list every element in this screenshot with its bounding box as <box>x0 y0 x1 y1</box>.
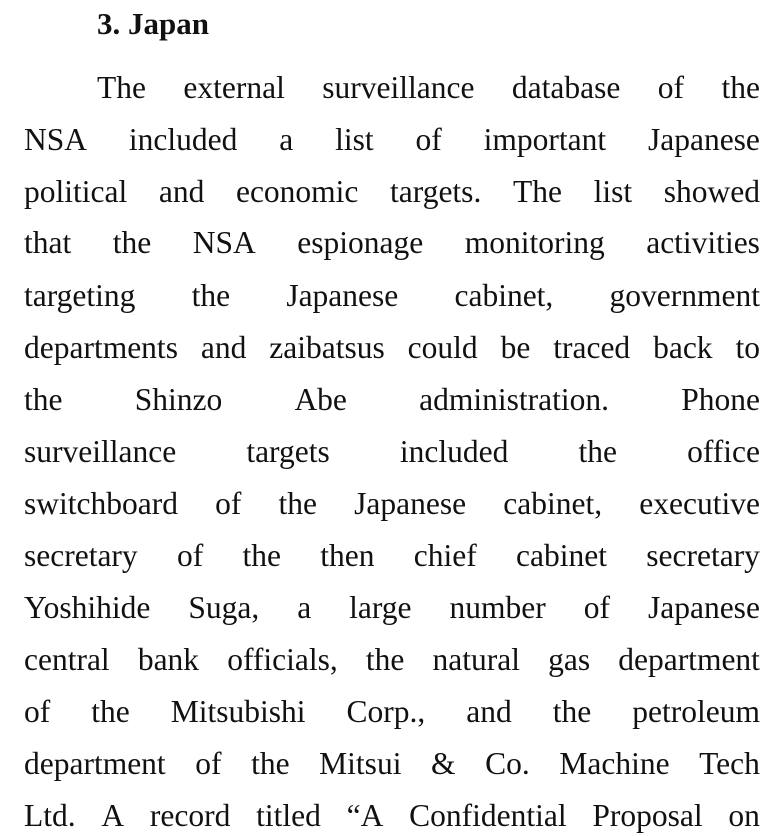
word: and <box>466 694 512 729</box>
word: secretary <box>646 538 760 573</box>
word: monitoring <box>464 225 605 260</box>
word: Ltd. <box>24 798 76 833</box>
word: Yoshihide <box>24 590 151 625</box>
word: to <box>735 330 760 365</box>
word: the <box>278 486 318 521</box>
word: database <box>511 70 621 105</box>
paragraph-line <box>24 172 760 212</box>
word: Mitsui <box>319 746 402 781</box>
word: then <box>320 538 375 573</box>
paragraph-line <box>24 588 760 628</box>
paragraph-line <box>24 432 760 472</box>
word: A <box>101 798 125 833</box>
paragraph-line <box>24 692 760 732</box>
word: the <box>365 642 405 677</box>
word: cabinet, <box>503 486 603 521</box>
word: of <box>176 538 204 573</box>
word: switchboard <box>24 486 178 521</box>
word: the <box>552 694 592 729</box>
section-heading: 3. Japan <box>97 6 209 41</box>
word: the <box>242 538 281 573</box>
paragraph-line <box>24 380 760 420</box>
word: Tech <box>699 746 760 781</box>
word: petroleum <box>632 694 760 729</box>
word: of <box>657 70 685 105</box>
word: Mitsubishi <box>170 694 306 729</box>
word: of <box>583 590 610 625</box>
word: the <box>721 70 760 105</box>
word: number <box>449 590 546 625</box>
word: Abe <box>294 382 347 417</box>
word: & <box>431 746 456 781</box>
paragraph-line <box>24 484 760 524</box>
word: targets. <box>390 174 482 209</box>
word: department <box>618 642 760 677</box>
word: political <box>24 174 128 209</box>
word: record <box>149 798 231 833</box>
paragraph-line <box>24 640 760 680</box>
word: of <box>195 746 222 781</box>
word: on <box>728 798 760 833</box>
word: Machine <box>559 746 670 781</box>
word: economic <box>235 174 359 209</box>
word: The <box>512 174 562 209</box>
word: and <box>158 174 205 209</box>
word: included <box>128 122 238 157</box>
word: Confidential <box>409 798 567 833</box>
paragraph-line <box>24 328 760 368</box>
word: departments <box>24 330 178 365</box>
word: “A <box>346 798 384 833</box>
word: Shinzo <box>134 382 223 417</box>
word: the <box>112 225 152 260</box>
word: the <box>191 278 231 313</box>
word: the <box>24 382 63 417</box>
word: could <box>407 330 478 365</box>
word: that <box>24 225 72 260</box>
word: titled <box>256 798 321 833</box>
word: department <box>24 746 166 781</box>
word: central <box>24 642 110 677</box>
word: Japanese <box>647 122 760 157</box>
word: the <box>251 746 290 781</box>
paragraph-line <box>24 223 760 263</box>
word: natural <box>432 642 520 677</box>
word: included <box>399 434 509 469</box>
word: Co. <box>485 746 530 781</box>
word: cabinet <box>516 538 607 573</box>
word: Japanese <box>647 590 760 625</box>
word: large <box>349 590 412 625</box>
word: surveillance <box>322 70 475 105</box>
word: external <box>183 70 285 105</box>
word: activities <box>646 225 760 260</box>
word: be <box>500 330 531 365</box>
paragraph-line <box>24 744 760 784</box>
word: targeting <box>24 278 136 313</box>
word: targets <box>246 434 330 469</box>
paragraph-line <box>24 276 760 316</box>
paragraph-line <box>24 536 760 576</box>
word: list <box>335 122 374 157</box>
word: surveillance <box>24 434 177 469</box>
word: gas <box>548 642 591 677</box>
word: secretary <box>24 538 138 573</box>
word: Japanese <box>354 486 467 521</box>
word: government <box>609 278 760 313</box>
word: NSA <box>192 225 256 260</box>
word: chief <box>413 538 477 573</box>
word: officials, <box>227 642 338 677</box>
word: a <box>279 122 294 157</box>
word: of <box>24 694 51 729</box>
word: espionage <box>297 225 424 260</box>
word: of <box>215 486 242 521</box>
word: important <box>483 122 607 157</box>
word: Phone <box>681 382 760 417</box>
word: bank <box>137 642 200 677</box>
word: showed <box>663 174 760 209</box>
word: the <box>578 434 617 469</box>
word: back <box>653 330 713 365</box>
word: a <box>297 590 312 625</box>
word: and <box>200 330 247 365</box>
word: of <box>415 122 442 157</box>
word: zaibatsus <box>269 330 385 365</box>
word: Proposal <box>592 798 703 833</box>
word: office <box>687 434 760 469</box>
word: The <box>97 70 146 105</box>
word: list <box>593 174 633 209</box>
word: the <box>91 694 130 729</box>
word: Suga, <box>188 590 260 625</box>
paragraph-line <box>24 120 760 160</box>
word: executive <box>639 486 760 521</box>
word: Japanese <box>286 278 399 313</box>
paragraph-line <box>97 68 760 108</box>
word: cabinet, <box>454 278 554 313</box>
word: NSA <box>24 122 88 157</box>
word: traced <box>553 330 631 365</box>
word: Corp., <box>346 694 426 729</box>
word: administration. <box>419 382 609 417</box>
paragraph-line <box>24 796 760 836</box>
